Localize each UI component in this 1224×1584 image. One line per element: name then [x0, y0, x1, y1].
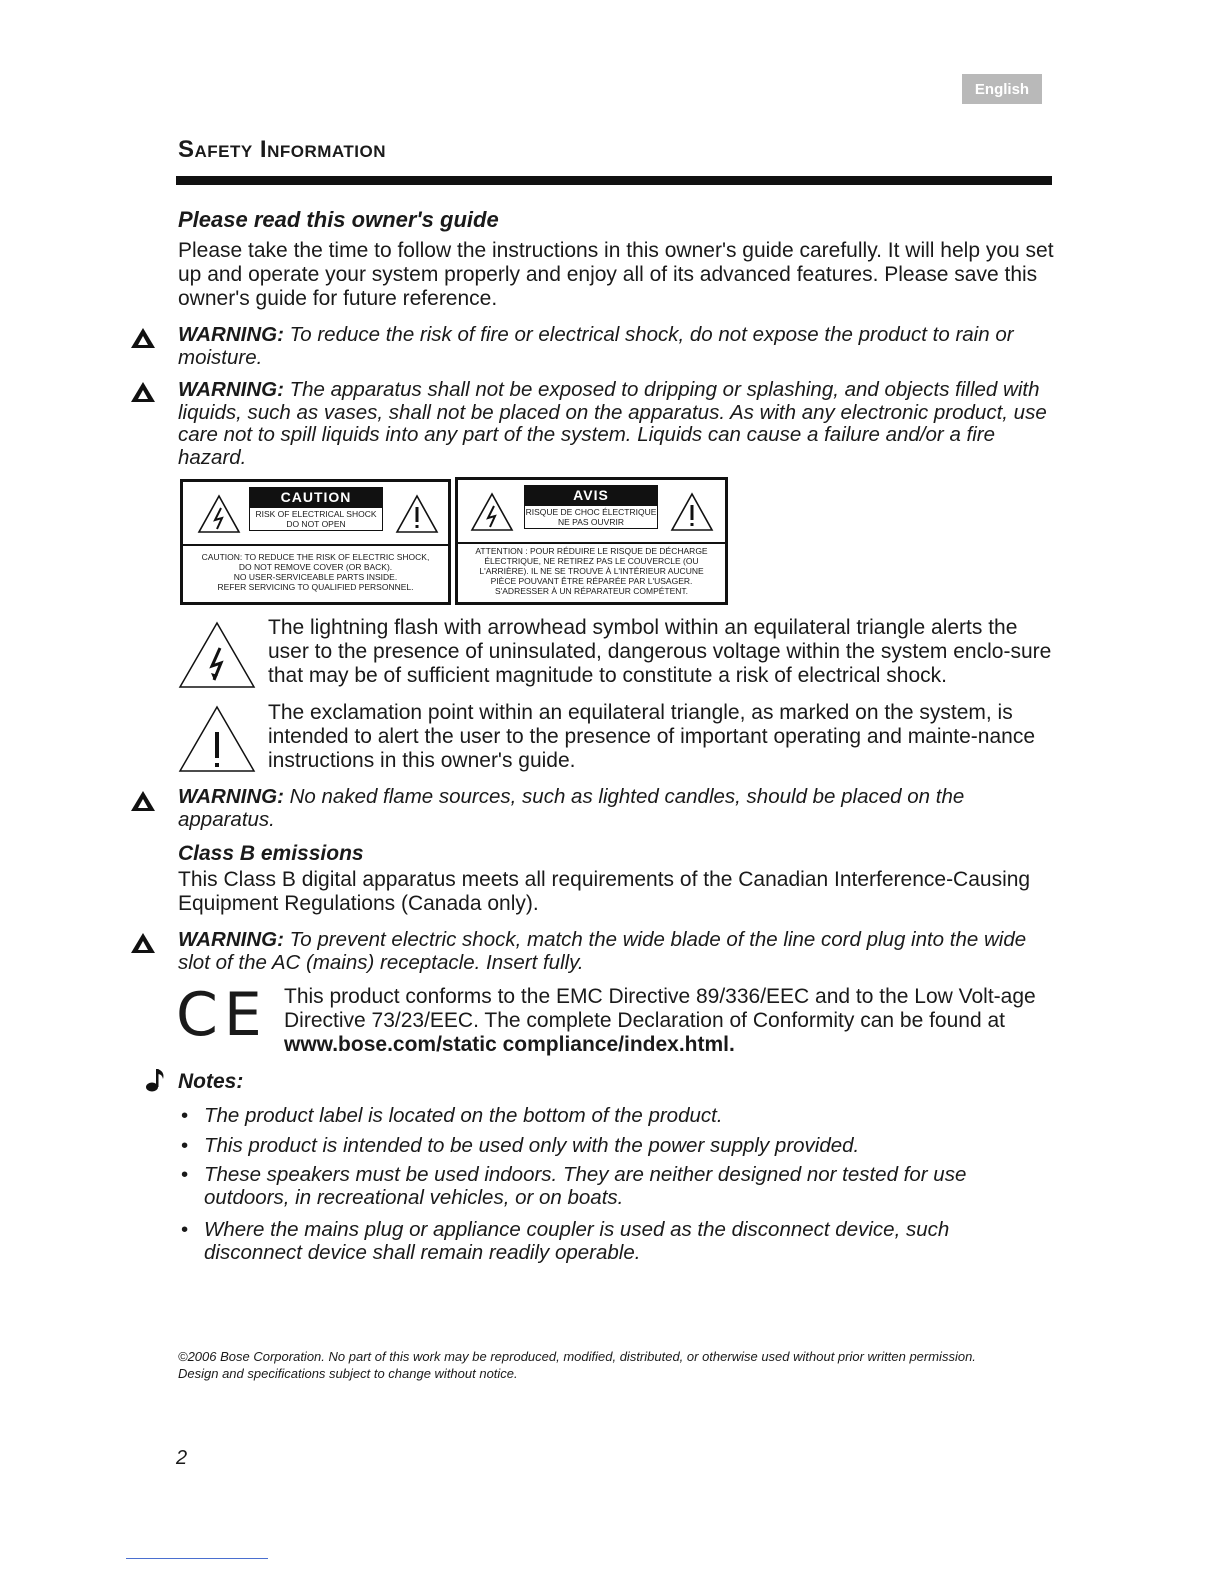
warning-text: To prevent electric shock, match the wide blade of the line cord plug into the wide slot of the AC (mains) receptacle. Insert fully.	[178, 928, 1027, 974]
notes-list	[181, 1104, 1034, 1264]
exclamation-triangle-icon	[395, 494, 439, 534]
exclamation-symbol-text: The exclamation point within an equilateral triangle, as marked on the system, is intended to alert the user to the presence of important operating and mainte-nance instructions in this owner's guide.	[268, 701, 1035, 772]
caution-sub	[249, 507, 383, 531]
list-item: • The product label is located on the bottom of the product.	[181, 1104, 723, 1127]
caution-head: CAUTION	[249, 487, 383, 507]
list-item: • This product is intended to be used only with the power supply provided.	[181, 1133, 860, 1157]
avis-sub	[524, 505, 658, 529]
ce-text	[284, 985, 1054, 1057]
caution-body	[183, 546, 448, 592]
avis-body-line: ATTENTION : POUR RÉDUIRE LE RISQUE DE DÉCHARGE	[475, 546, 708, 556]
avis-label-top	[458, 480, 725, 544]
compliance-link[interactable]: www.bose.com/static compliance/index.html.	[284, 1033, 735, 1056]
list-item: • Where the mains plug or appliance coupler is used as the disconnect device, such disconnect device shall remain readily operable.	[181, 1218, 950, 1264]
caution-sub-line: RISK OF ELECTRICAL SHOCK	[255, 509, 377, 519]
warning-icon	[130, 932, 156, 954]
warning-icon	[130, 790, 156, 812]
avis-head: AVIS	[524, 485, 658, 505]
avis-body-line: PIÈCE POUVANT ÊTRE RÉPARÉE PAR L'USAGER.	[490, 576, 693, 586]
footer-divider	[126, 1558, 268, 1559]
class-b-heading: Class B emissions	[178, 842, 364, 865]
lightning-triangle-icon	[197, 494, 241, 534]
avis-sub-line: NE PAS OUVRIR	[558, 517, 624, 527]
class-b-paragraph: This Class B digital apparatus meets all requirements of the Canadian Interference-Causing Equipment Regulations (Canada only).	[178, 868, 1031, 915]
ce-mark-icon: CE	[176, 980, 268, 1050]
intro-heading: Please read this owner's guide	[178, 207, 499, 232]
caution-body-line: NO USER-SERVICEABLE PARTS INSIDE.	[233, 572, 398, 582]
list-item: • These speakers must be used indoors. They are neither designed nor tested for use outdoors, in recreational vehicles, or on boats.	[181, 1163, 967, 1209]
copyright-text: ©2006 Bose Corporation. No part of this work may be reproduced, modified, distributed, or otherwise used without prior written permission.	[178, 1349, 976, 1364]
warning-text: To reduce the risk of fire or electrical shock, do not expose the product to rain or moisture.	[178, 323, 1014, 369]
design-note: Design and specifications subject to change without notice.	[178, 1366, 518, 1381]
lightning-symbol-text: The lightning flash with arrowhead symbol within an equilateral triangle alerts the user to the presence of uninsulated, dangerous voltage within the system enclo-sure that may be of sufficient magnitude to constitute a risk of electrical shock.	[268, 616, 1052, 687]
warning-icon	[130, 381, 156, 403]
exclamation-triangle-icon	[670, 492, 714, 532]
warning-label: WARNING:	[178, 323, 284, 346]
avis-sub-line: RISQUE DE CHOC ÉLECTRIQUE	[525, 507, 657, 517]
lightning-triangle-icon	[178, 620, 256, 690]
warning-text: No naked flame sources, such as lighted candles, should be placed on the apparatus.	[178, 785, 965, 831]
music-note-icon	[145, 1067, 167, 1093]
caution-label-top	[183, 482, 448, 546]
warning-text: The apparatus shall not be exposed to dripping or splashing, and objects filled with liquids, such as vases, shall not be placed on the apparatus. As with any electronic product, use care not to spill liquids into any part of the system. Liquids can cause a failure and/or a fire hazard.	[178, 378, 1047, 469]
notes-heading: Notes:	[178, 1070, 244, 1093]
avis-body-line: S'ADRESSER À UN RÉPARATEUR COMPÉTENT.	[494, 586, 689, 596]
warning-3	[178, 786, 1058, 831]
warning-label: WARNING:	[178, 928, 284, 951]
warning-label: WARNING:	[178, 378, 284, 401]
language-tab: English	[962, 74, 1042, 104]
intro-paragraph: Please take the time to follow the instructions in this owner's guide carefully. It will help you set up and operate your system properly and enjoy all of its advanced features. Please save this owner's guide for future reference.	[178, 239, 1054, 310]
caution-body-line: DO NOT REMOVE COVER (OR BACK).	[238, 562, 393, 572]
title-rule	[176, 176, 1052, 185]
lightning-triangle-icon	[470, 492, 514, 532]
caution-sub-line: DO NOT OPEN	[286, 519, 346, 529]
avis-body-line: ÉLECTRIQUE, NE RETIREZ PAS LE COUVERCLE (OU	[484, 556, 699, 566]
page-title: Safety Information	[178, 136, 387, 163]
warning-label: WARNING:	[178, 785, 284, 808]
warning-2	[178, 379, 1058, 469]
warning-icon	[130, 327, 156, 349]
caution-label	[180, 479, 451, 605]
exclamation-triangle-icon	[178, 704, 256, 774]
warning-1	[178, 324, 1058, 369]
avis-label	[455, 477, 728, 605]
caution-body-line: CAUTION: TO REDUCE THE RISK OF ELECTRIC SHOCK,	[201, 552, 430, 562]
avis-body	[458, 544, 725, 596]
page-number: 2	[176, 1447, 188, 1469]
caution-body-line: REFER SERVICING TO QUALIFIED PERSONNEL.	[217, 582, 414, 592]
warning-4	[178, 929, 1058, 974]
ce-text-body: This product conforms to the EMC Directive 89/336/EEC and to the Low Volt-age Directive 73/23/EEC. The complete Declaration of Conformity can be found at	[284, 985, 1036, 1032]
avis-body-line: L'ARRIÈRE). IL NE SE TROUVE À L'INTÉRIEUR AUCUNE	[479, 566, 704, 576]
